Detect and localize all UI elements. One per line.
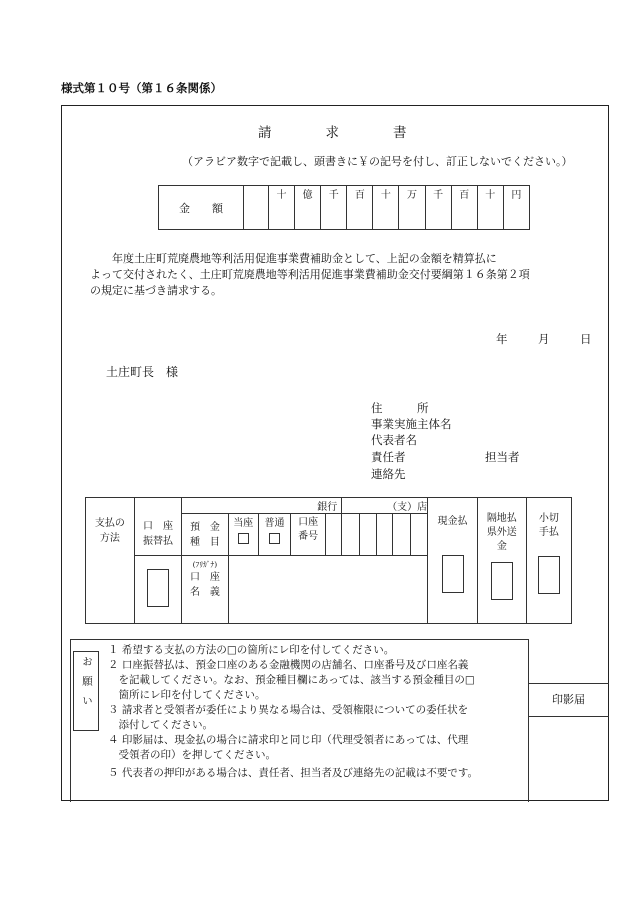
account-number-digit[interactable] <box>342 514 359 556</box>
amount-digit-cell[interactable]: 億 <box>295 186 321 230</box>
account-number-digit[interactable] <box>359 514 376 556</box>
account-number-label: 口座番号 <box>298 517 319 542</box>
notes-label-box <box>73 651 99 731</box>
remote-payment-cell[interactable] <box>477 498 526 624</box>
branch-name-cell[interactable] <box>342 498 428 514</box>
cash-payment-label: 現金払 <box>437 516 468 527</box>
check-payment-cell[interactable] <box>526 498 571 624</box>
cash-payment-cell[interactable] <box>428 498 478 624</box>
note-line: 添付してください。 <box>108 719 213 731</box>
check-checkbox[interactable] <box>538 556 560 594</box>
payment-method-label-text: 支払の方法 <box>94 518 125 544</box>
amount-digit-cell[interactable]: 万 <box>399 186 425 230</box>
note-line: ２ 口座振替払は、預金口座のある金融機関の店舗名、口座番号及び口座名義 <box>108 659 469 671</box>
amount-label: 金 額 <box>159 186 244 230</box>
amount-digit-cell[interactable]: 十 <box>477 186 503 230</box>
check-payment-label: 小切手払 <box>538 513 559 538</box>
note-line: を記載してください。なお、預金種目欄にあっては、該当する預金種目の□ <box>108 674 475 686</box>
note-line: 受領者の印）を押してください。 <box>108 749 276 761</box>
current-account-label: 当座 <box>233 518 254 529</box>
seal-registration-label: 印影届 <box>552 693 585 706</box>
amount-digit-cell[interactable]: 千 <box>425 186 451 230</box>
amount-sign-cell[interactable] <box>244 186 269 230</box>
amount-instruction: （アラビア数字で記載し、頭書きに￥の記号を付し、訂正しないでください。） <box>182 155 573 168</box>
body-text-line: 年度土庄町荒廃農地等利活用促進事業費補助金として、上記の金額を精算払に <box>90 252 497 265</box>
ordinary-account-label: 普通 <box>264 518 285 529</box>
account-number-digit[interactable] <box>410 514 427 556</box>
amount-digit-cell[interactable]: 十 <box>373 186 399 230</box>
amount-digit-cell[interactable]: 百 <box>451 186 477 230</box>
account-number-digit[interactable] <box>377 514 393 556</box>
applicant-person-in-charge-label: 担当者 <box>485 450 520 464</box>
note-line: １ 希望する支払の方法の□の箇所にレ印を付してください。 <box>108 644 395 656</box>
bank-name-cell[interactable] <box>182 498 342 514</box>
ordinary-account-option[interactable] <box>258 514 290 556</box>
branch-label: （支）店 <box>387 502 428 513</box>
note-line: ３ 請求者と受領者が委任により異なる場合は、受領権限についての委任状を <box>108 704 469 716</box>
current-account-option[interactable] <box>228 514 258 556</box>
date-month: 月 <box>538 332 550 346</box>
applicant-address-label: 住 所 <box>371 401 429 415</box>
furigana-label: (ﾌﾘｶﾞﾅ) <box>192 560 218 569</box>
remote-checkbox[interactable] <box>491 562 513 600</box>
transfer-label: 口 座振替払 <box>142 521 173 548</box>
applicant-contact-label: 連絡先 <box>371 467 406 481</box>
account-name-field[interactable] <box>228 556 427 624</box>
addressee: 土庄町長 様 <box>106 365 179 379</box>
remote-payment-label: 隔地払県外送金 <box>486 513 517 552</box>
form-label: 様式第１０号（第１６条関係） <box>61 81 222 95</box>
account-number-label-cell <box>291 514 326 556</box>
deposit-type-label-cell <box>182 514 228 556</box>
note-line: ５ 代表者の押印がある場合は、責任者、担当者及び連絡先の記載は不要です。 <box>108 767 478 779</box>
applicant-entity-label: 事業実施主体名 <box>371 417 452 431</box>
body-text-line: よって交付されたく、土庄町荒廃農地等利活用促進事業費補助金交付要綱第１６条第２項 <box>90 268 530 281</box>
account-name-label: 口 座名 義 <box>189 572 220 598</box>
deposit-type-label: 預 金種 目 <box>189 521 220 548</box>
amount-digit-cell[interactable]: 円 <box>503 186 529 230</box>
amount-digit-cell[interactable]: 百 <box>347 186 373 230</box>
amount-digit-cell[interactable]: 十 <box>269 186 295 230</box>
note-line: 箇所にレ印を付してください。 <box>108 689 266 701</box>
date-year: 年 <box>496 332 508 346</box>
applicant-representative-label: 代表者名 <box>371 433 417 447</box>
notes-label: お願い <box>81 656 93 715</box>
payment-method-table <box>85 497 572 624</box>
transfer-checkbox-cell[interactable] <box>134 556 182 624</box>
transfer-header-top <box>134 498 182 514</box>
transfer-checkbox[interactable] <box>147 569 169 607</box>
account-number-digit[interactable] <box>326 514 342 556</box>
account-name-label-cell <box>182 556 228 624</box>
applicant-responsible-label: 責任者 <box>371 450 406 464</box>
date-day: 日 <box>580 332 592 346</box>
body-text-line: の規定に基づき請求する。 <box>90 284 222 297</box>
payment-method-label <box>86 498 135 624</box>
current-account-checkbox[interactable] <box>238 533 249 544</box>
transfer-label-cell <box>134 514 182 556</box>
amount-table <box>158 185 530 230</box>
seal-registration-header <box>528 683 609 717</box>
cash-checkbox[interactable] <box>442 555 464 593</box>
amount-digit-cell[interactable]: 千 <box>321 186 347 230</box>
account-number-digit[interactable] <box>393 514 410 556</box>
ordinary-account-checkbox[interactable] <box>269 533 280 544</box>
form-title: 請 求 書 <box>258 125 407 141</box>
bank-label: 銀行 <box>317 502 338 513</box>
seal-registration-area[interactable] <box>528 716 609 800</box>
note-line: ４ 印影届は、現金払の場合に請求印と同じ印（代理受領者にあっては、代理 <box>108 734 469 746</box>
